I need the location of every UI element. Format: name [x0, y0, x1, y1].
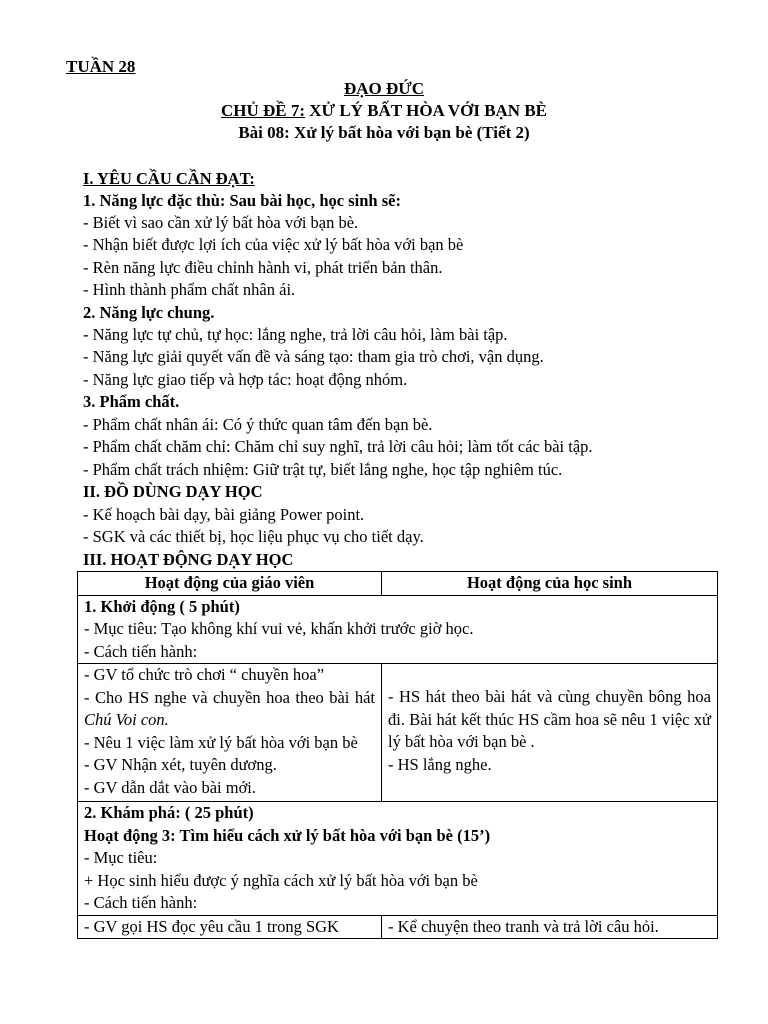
- section-activities-heading: III. HOẠT ĐỘNG DẠY HỌC: [83, 550, 294, 569]
- explore-objective: - Mục tiêu:: [84, 848, 158, 867]
- activity-3-title: Hoạt động 3: Tìm hiểu cách xử lý bất hòa với bạn bè (15’): [84, 825, 491, 845]
- explore-procedure: - Cách tiến hành:: [84, 893, 198, 912]
- warmup-title: 1. Khởi động ( 5 phút): [84, 596, 240, 616]
- student-activity-cell: - Kể chuyện theo tranh và trả lời câu hỏi.: [382, 915, 718, 939]
- lesson-title: Bài 08: Xử lý bất hòa với bạn bè (Tiết 2): [238, 123, 530, 142]
- list-item: - Kế hoạch bài dạy, bài giảng Power point.: [83, 505, 365, 524]
- explore-title: 2. Khám phá: ( 25 phút): [84, 803, 254, 822]
- subject-title: ĐẠO ĐỨC: [343, 79, 425, 98]
- student-activity-cell: [382, 664, 718, 802]
- table-row: [78, 915, 718, 939]
- subsection-specific-competence: 1. Năng lực đặc thù: Sau bài học, học sinh sẽ:: [83, 191, 401, 210]
- teacher-step: - GV tổ chức trò chơi “ chuyền hoa”: [84, 665, 325, 684]
- teacher-step: - GV Nhận xét, tuyên dương.: [84, 755, 277, 774]
- warmup-objective: - Mục tiêu: Tạo không khí vui vẻ, khấn khởi trước giờ học.: [84, 619, 474, 638]
- teacher-step: [84, 687, 375, 732]
- teacher-activity-cell: - GV gọi HS đọc yêu cầu 1 trong SGK: [78, 915, 382, 939]
- warmup-section-cell: [78, 595, 718, 664]
- topic-prefix: CHỦ ĐỀ 7:: [220, 101, 306, 120]
- subsection-general-competence: 2. Năng lực chung.: [83, 303, 215, 322]
- list-item: - Rèn năng lực điều chỉnh hành vi, phát triển bản thân.: [83, 258, 443, 277]
- list-item: - Năng lực giải quyết vấn đề và sáng tạo: tham gia trò chơi, vận dụng.: [83, 347, 544, 366]
- teacher-step-text: - Cho HS nghe và chuyền hoa theo bài hát: [84, 687, 375, 707]
- student-step: - HS lắng nghe.: [388, 754, 492, 774]
- list-item: - SGK và các thiết bị, học liệu phục vụ cho tiết dạy.: [83, 527, 424, 546]
- list-item: - Hình thành phẩm chất nhân ái.: [83, 280, 296, 299]
- explore-objective-detail: + Học sinh hiểu được ý nghĩa cách xử lý bất hòa với bạn bè: [84, 870, 478, 890]
- song-title: Chú Voi con.: [84, 710, 169, 729]
- list-item: - Phẩm chất trách nhiệm: Giữ trật tự, biết lắng nghe, học tập nghiêm túc.: [83, 460, 563, 479]
- warmup-procedure: - Cách tiến hành:: [84, 641, 198, 661]
- list-item: - Nhận biết được lợi ích của việc xử lý bất hòa với bạn bè: [83, 235, 464, 254]
- list-item: - Biết vì sao cần xử lý bất hòa với bạn bè.: [83, 213, 359, 232]
- week-label: TUẦN 28: [66, 57, 136, 76]
- section-requirements-heading: I. YÊU CẦU CẦN ĐẠT:: [83, 169, 255, 188]
- teacher-step: - Nêu 1 việc làm xử lý bất hòa với bạn bè: [84, 732, 358, 752]
- explore-section-cell: [78, 802, 718, 916]
- table-header-row: [78, 572, 718, 596]
- section-materials-heading: II. ĐỒ DÙNG DẠY HỌC: [83, 482, 263, 501]
- list-item: - Năng lực giao tiếp và hợp tác: hoạt động nhóm.: [83, 370, 408, 389]
- topic-name: XỬ LÝ BẤT HÒA VỚI BẠN BÈ: [305, 101, 548, 120]
- table-row: [78, 595, 718, 664]
- table-row: [78, 664, 718, 802]
- teacher-activity-cell: [78, 664, 382, 802]
- student-column-header: Hoạt động của học sinh: [382, 572, 718, 596]
- list-item: - Năng lực tự chủ, tự học: lắng nghe, trả lời câu hỏi, làm bài tập.: [83, 325, 508, 344]
- student-step: - HS hát theo bài hát và cùng chuyền bông hoa đi. Bài hát kết thúc HS cầm hoa sẽ nêu 1 việc xử lý bất hòa với bạn bè .: [388, 687, 711, 751]
- activities-table: [77, 571, 718, 939]
- topic-title: [0, 100, 768, 122]
- list-item: - Phẩm chất nhân ái: Có ý thức quan tâm đến bạn bè.: [83, 415, 433, 434]
- teacher-step: - GV dẫn dắt vào bài mới.: [84, 777, 257, 797]
- teacher-column-header: Hoạt động của giáo viên: [78, 572, 382, 596]
- subsection-qualities: 3. Phẩm chất.: [83, 392, 180, 411]
- list-item: - Phẩm chất chăm chỉ: Chăm chỉ suy nghĩ, trả lời câu hỏi; làm tốt các bài tập.: [83, 437, 593, 456]
- table-row: [78, 802, 718, 916]
